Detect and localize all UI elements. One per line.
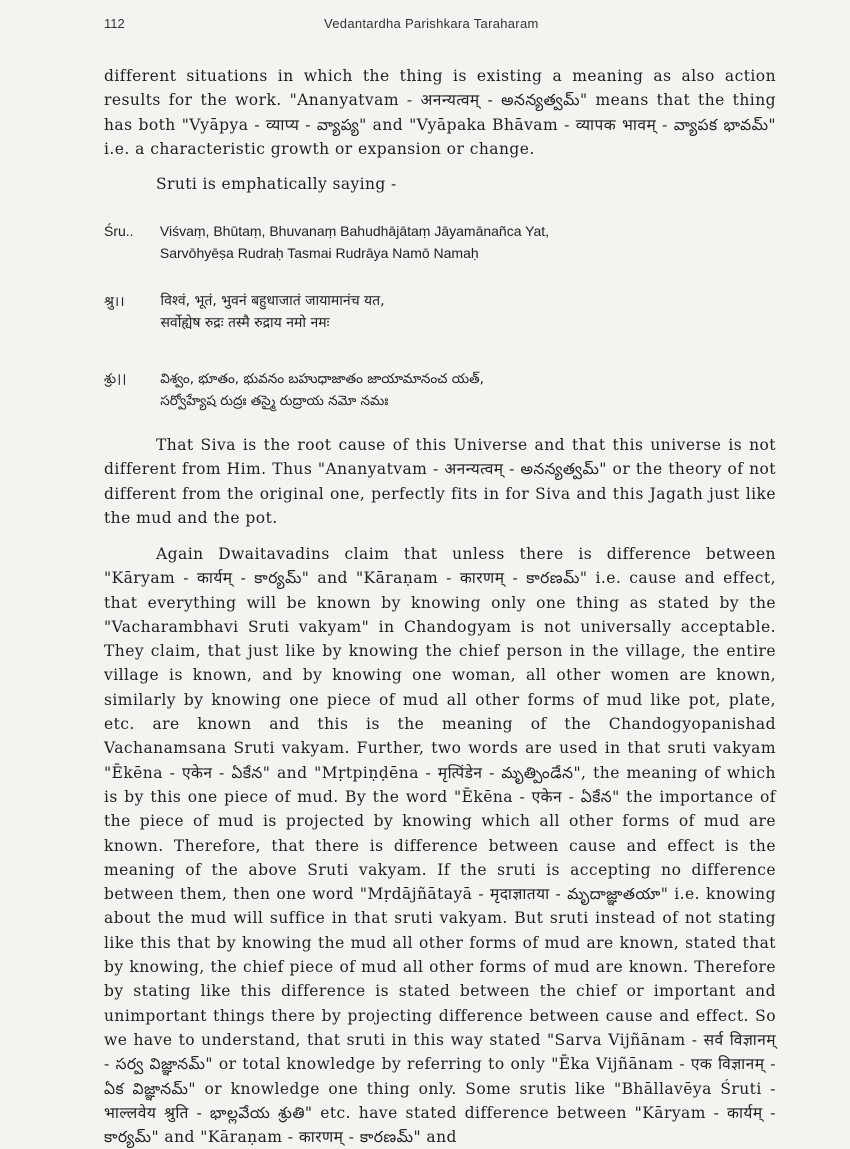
running-title: Vedantardha Parishkara Taraharam — [324, 16, 539, 31]
paragraph-vyapya: different situations in which the thing is existing a meaning as also action results for the work. "Ananyatvam - अनन्यत्वम् - అనన్యత్వమ్" means that the thing has both "Vyāpya - व्याप्य - వ్యాప్య" and "Vyāpaka Bhāvam - व्यापक भावम् - వ్యాపక భావమ్" i.e. a characteristic growth or expansion or change. — [104, 67, 776, 158]
verse-roman-line-2: Sarvōhyēṣa Rudraḥ Tasmai Rudrāya Namō Namaḥ — [159, 245, 479, 261]
verse-devanagari — [104, 290, 764, 334]
paragraph-ananyatvam: That Siva is the root cause of this Universe and that this universe is not different from Him. Thus "Ananyatvam - अनन्यत्वम् - అనన్యత్వమ్" or the theory of not different from the original one, perfectly fits in for Siva and this Jagath just like the mud and the pot. — [104, 436, 776, 527]
verse-roman-line-1: Viśvaṃ, Bhūtaṃ, Bhuvanaṃ Bahudhājātaṃ Jāyamānañca Yat, — [159, 223, 550, 239]
verse-telugu-tag: శ్రు।। — [104, 371, 127, 386]
page-header — [104, 16, 790, 31]
paragraph-dwaitavadins: Again Dwaitavadins claim that unless there is difference between "Kāryam - कार्यम् - కార్యమ్" and "Kāraṇam - कारणम् - కారణమ్" i.e. cause and effect, that everything will be known by knowing only one thing as stated by the "Vacharambhavi Sruti vakyam" in Chandogyam is not universally acceptable. They claim, that just like by knowing the chief person in the village, the entire village is known, and by knowing one woman, all other women are known, similarly by knowing one piece of mud all other forms of mud like pot, plate, etc. are known and this is the meaning of the Chandogyopanishad Vachanamsana Sruti vakyam. Further, two words are used in that sruti vakyam "Ēkēna - एकेन - ఏకేన" and "Mṛtpiṇḍēna - मृत्पिंडेन - మృత్పిండేన", the meaning of which is by this one piece of mud. By the word "Ēkēna - एकेन - ఏకేన" the importance of the piece of mud is projected by knowing which all other forms of mud are known. Therefore, that there is difference between cause and effect is the meaning of the above Sruti vakyam. If the sruti is accepting no difference between them, then one word "Mṛdājñātayā - मृदाज्ञातया - మృదాజ్ఞాతయా" i.e. knowing about the mud will suffice in that sruti vakyam. But sruti instead of not stating like this that by knowing the mud all other forms of mud are known, stated that by knowing, the chief piece of mud all other forms of mud are known. Therefore by stating like this difference is stated between the chief or important and unimportant things there by projecting difference between cause and effect. So we have to understand, that sruti in this way stated "Sarva Vijñānam - सर्व विज्ञानम् - సర్వ విజ్ఞానమ్" or total knowledge by referring to only "Ēka Vijñānam - एक विज्ञानम् - ఏక విజ్ఞానమ్" or knowledge one thing only. Some srutis like "Bhāllavēya Śruti - भाल्लवेय श्रुति - భాల్లవేయ శ్రుతి" etc. have stated difference between "Kāryam - कार्यम् - కార్యమ్" and "Kāraṇam - कारणम् - కారణమ్" and — [104, 545, 776, 1147]
verse-devanagari-tag: श्रु।। — [104, 293, 125, 309]
sruti-intro: Sruti is emphatically saying - — [156, 175, 397, 193]
verse-devanagari-line-2: सर्वोह्येष रुद्रः तस्मै रुद्राय नमो नमः — [160, 315, 330, 331]
verse-telugu-line-2: సర్వోహ్యేష రుద్రః తస్మై రుద్రాయ నమో నమః — [160, 393, 389, 409]
verse-telugu — [104, 368, 764, 412]
verse-devanagari-line-1: विश्वं, भूतं, भुवनं बहुधाजातं जायामानंच यत, — [160, 293, 385, 309]
verse-roman — [104, 220, 764, 264]
page-number: 112 — [104, 16, 125, 31]
verse-telugu-line-1: విశ్వం, భూతం, భువనం బహుధాజాతం జాయామానంచ యత్, — [160, 371, 484, 387]
verse-roman-tag: Śru.. — [104, 223, 134, 239]
